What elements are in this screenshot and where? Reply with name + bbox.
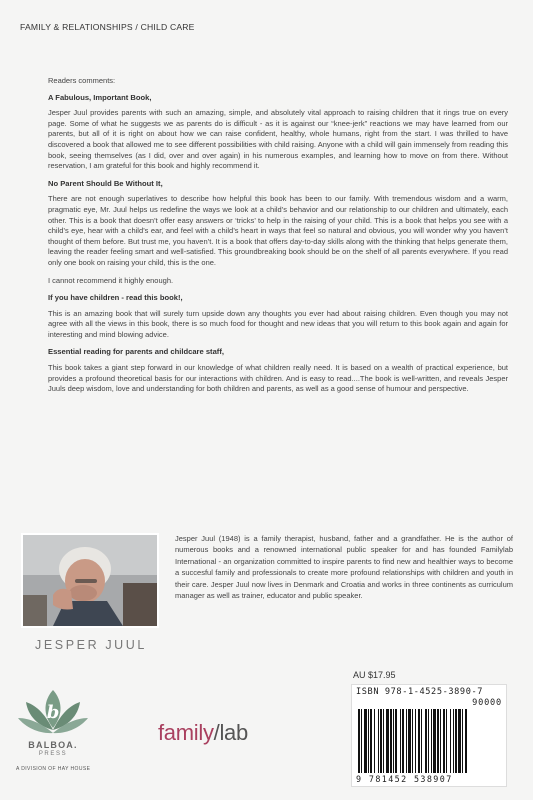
book-category: FAMILY & RELATIONSHIPS / CHILD CARE: [20, 22, 195, 32]
familylab-logo: [158, 720, 248, 746]
barcode-bar: [425, 709, 427, 773]
barcode-bar: [370, 709, 372, 773]
barcode-bar: [408, 709, 411, 773]
barcode-bar: [458, 709, 461, 773]
price-code: 90000: [472, 698, 502, 708]
publisher-division: A DIVISION OF HAY HOUSE: [16, 766, 91, 772]
barcode-bar: [412, 709, 413, 773]
barcode-bar: [415, 709, 416, 773]
barcode-bar: [453, 709, 454, 773]
barcode-bar: [400, 709, 401, 773]
barcode-bar: [431, 709, 432, 773]
barcode-bar: [455, 709, 457, 773]
barcode-bar: [418, 709, 420, 773]
barcode-bar: [450, 709, 451, 773]
review-paragraph: There are not enough superlatives to describe how helpful this book has been to our family. With tremendous wisdom and a warm, pragmatic eye, Mr. Juul helps us redefine the ways we look at a child’s behavior and our relationship to our children and ultimately, each other. This is a book that doesn’t offer easy answers or ‘tricks’ to help in the raising of your child. This is a book that helps you see with a child’s eye, hear with a child’s ear, and feel with a child’s heart in ways that feel so natural and obvious, you will wonder why you haven’t thought of them before. But trust me, you haven’t. It is a book that offers day-to-day skills along with the thinking that helps generate them, leaving the reader feeling smart and well-satisfied. This groundbreaking book should be on the shelf of all parents everywhere. If you read only one book on raising your child, this is the one.: [48, 194, 508, 267]
barcode-bar: [437, 709, 439, 773]
publisher-name: BALBOA.: [28, 740, 78, 750]
barcode-bar: [428, 709, 429, 773]
review-paragraph: Jesper Juul provides parents with such an amazing, simple, and absolutely vital approach to raising children that it rings true on every page. Some of what he suggests we as parents do is difficult - as it is against our “knee-jerk” reactions we may have learned from our parents, but all of it is right on about how we can raise confident, healthy, whole humans, right from the start. I was thrilled to have discovered a book that allowed me to see different possibilities with child raising. Anyone with a child will gain immensely from reading this book, seeing themselves (as I did, over and over again) in his numerous examples, and learning how to move on from there. Without reservation, I am grateful for this book and highly recommend it.: [48, 108, 508, 171]
review-heading: A Fabulous, Important Book,: [48, 92, 152, 102]
author-portrait-icon: [23, 535, 157, 626]
lotus-icon: [16, 688, 90, 740]
readers-comments: [48, 76, 508, 402]
barcode-icon: [358, 709, 502, 773]
barcode-number: 9 781452 538907: [356, 774, 453, 784]
barcode-bar: [433, 709, 436, 773]
barcode-bar: [395, 709, 397, 773]
barcode-bar: [368, 709, 369, 773]
barcode-bar: [462, 709, 463, 773]
barcode-bar: [361, 709, 362, 773]
barcode-bar: [393, 709, 394, 773]
author-bio: Jesper Juul (1948) is a family therapist, husband, father and a grandfather. He is the author of numerous books and a renowned international public speaker for and has founded Familylab International - an organization committed to inspire parents to find new and healthier ways to become a succesful family and professionals to create more profound relationships with children and youth in their care. Jesper Juul now lives in Denmark and Croatia and works in three continents as curriculum manager as well as trainer, educator and public speaker.: [175, 534, 513, 601]
familylab-logo-family: family: [158, 720, 214, 745]
barcode-bar: [364, 709, 367, 773]
barcode-bar: [383, 709, 384, 773]
author-photo: [21, 533, 159, 628]
barcode-box: [351, 684, 507, 787]
barcode-bar: [446, 709, 447, 773]
review-paragraph: This book takes a giant step forward in our knowledge of what children really need. It is based on a wealth of practical experience, but provides a profound theoretical basis for our interactions with children. And is easy to read....The book is well-written, and reveals Jesper Juuls deep wisdom, love and understanding for both children and parents, as well as a good sense of humour and perspective.: [48, 363, 508, 394]
review-heading: No Parent Should Be Without It,: [48, 178, 163, 188]
barcode-bar: [374, 709, 375, 773]
publisher-mark: b: [46, 702, 60, 723]
barcode-bar: [380, 709, 382, 773]
publisher-sub: PRESS: [38, 751, 68, 757]
isbn-text: ISBN 978-1-4525-3890-7: [356, 687, 484, 697]
barcode-bar: [440, 709, 441, 773]
familylab-logo-slash: /: [213, 720, 220, 745]
barcode-bar: [421, 709, 422, 773]
price-label: AU $17.95: [353, 670, 396, 680]
review-heading: If you have children - read this book!,: [48, 293, 183, 303]
barcode-bar: [406, 709, 407, 773]
barcode-bar: [386, 709, 389, 773]
barcode-bar: [465, 709, 467, 773]
barcode-bar: [390, 709, 392, 773]
author-name: JESPER JUUL: [35, 638, 147, 652]
publisher-logo: [16, 688, 106, 788]
review-paragraph: This is an amazing book that will surely turn upside down any thoughts you ever had about raising children. Even though you may not agree with all the views in this book, there is so much food for thought and new ideas that you will return to this book again and again for interesting and mind blowing advice.: [48, 308, 508, 339]
barcode-bar: [402, 709, 404, 773]
barcode-bar: [443, 709, 445, 773]
barcode-bar: [358, 709, 360, 773]
review-heading: Essential reading for parents and childcare staff,: [48, 347, 224, 357]
review-paragraph: I cannot recommend it highly enough.: [48, 275, 174, 285]
familylab-logo-lab: lab: [219, 720, 248, 745]
barcode-bar: [378, 709, 379, 773]
readers-intro: Readers comments:: [48, 76, 116, 85]
